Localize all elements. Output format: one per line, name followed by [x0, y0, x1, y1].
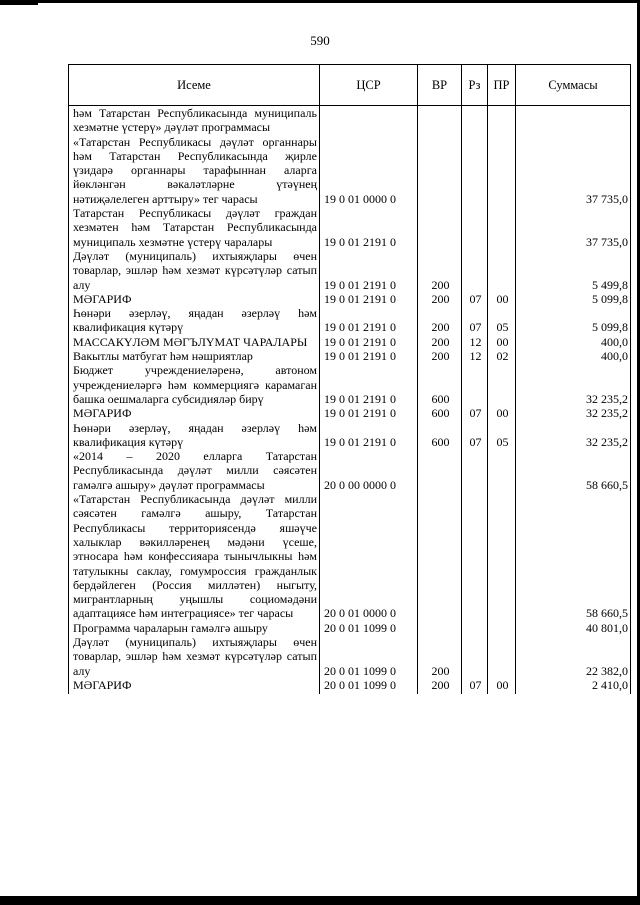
page-number: 590 [310, 33, 330, 48]
cell-pr [488, 106, 516, 135]
table-row [69, 492, 631, 621]
cell-sum: 5 099,8 [516, 292, 631, 306]
cell-name: Бюджет учреждениеләренә, автоном учреждениеләргә һәм коммерциягә карамаган башка оешмаларга субсидияләр бирү [69, 363, 320, 406]
cell-pr [488, 492, 516, 621]
cell-sum: 32 235,2 [516, 363, 631, 406]
table-row [69, 206, 631, 249]
scan-border-bottom [0, 896, 640, 905]
table-row [69, 449, 631, 492]
cell-pr [488, 621, 516, 635]
cell-pr [488, 249, 516, 292]
table-row [69, 349, 631, 363]
cell-pr: 05 [488, 306, 516, 335]
cell-csr: 19 0 01 2191 0 [320, 406, 418, 420]
cell-csr: 19 0 01 2191 0 [320, 292, 418, 306]
cell-pr [488, 449, 516, 492]
cell-rz: 07 [462, 421, 488, 450]
cell-rz [462, 106, 488, 135]
cell-vr: 200 [418, 249, 462, 292]
cell-rz: 12 [462, 335, 488, 349]
cell-name: МӘГАРИФ [69, 292, 320, 306]
cell-vr [418, 449, 462, 492]
scan-border-top [0, 0, 640, 3]
cell-csr [320, 106, 418, 135]
cell-rz [462, 249, 488, 292]
cell-sum: 32 235,2 [516, 421, 631, 450]
cell-vr: 200 [418, 335, 462, 349]
cell-vr [418, 492, 462, 621]
cell-csr: 19 0 01 2191 0 [320, 363, 418, 406]
table-row [69, 678, 631, 692]
cell-sum: 400,0 [516, 335, 631, 349]
cell-sum: 58 660,5 [516, 492, 631, 621]
table-row [69, 621, 631, 635]
cell-rz [462, 206, 488, 249]
cell-csr: 20 0 01 1099 0 [320, 621, 418, 635]
cell-sum: 37 735,0 [516, 135, 631, 206]
cell-rz [462, 635, 488, 678]
cell-rz [462, 363, 488, 406]
cell-csr: 19 0 01 2191 0 [320, 249, 418, 292]
table-row [69, 335, 631, 349]
cell-pr: 00 [488, 335, 516, 349]
col-header-vr: ВР [418, 65, 462, 106]
cell-rz: 07 [462, 678, 488, 692]
cell-name: Вакытлы матбугат һәм нәшриятлар [69, 349, 320, 363]
cell-csr: 19 0 01 2191 0 [320, 206, 418, 249]
cell-name: МӘГАРИФ [69, 678, 320, 692]
cell-pr: 00 [488, 292, 516, 306]
table-row [69, 406, 631, 420]
cell-sum: 32 235,2 [516, 406, 631, 420]
cell-sum: 5 099,8 [516, 306, 631, 335]
cell-rz: 07 [462, 306, 488, 335]
cell-vr: 200 [418, 306, 462, 335]
cell-rz [462, 492, 488, 621]
col-header-sum: Суммасы [516, 65, 631, 106]
cell-sum [516, 106, 631, 135]
cell-pr [488, 135, 516, 206]
cell-csr: 19 0 01 2191 0 [320, 306, 418, 335]
cell-rz [462, 135, 488, 206]
cell-vr: 200 [418, 678, 462, 692]
cell-rz: 12 [462, 349, 488, 363]
table-header-row [69, 65, 631, 106]
cell-csr: 20 0 00 0000 0 [320, 449, 418, 492]
cell-csr: 20 0 01 1099 0 [320, 635, 418, 678]
cell-sum: 40 801,0 [516, 621, 631, 635]
col-header-pr: ПР [488, 65, 516, 106]
col-header-rz: Рз [462, 65, 488, 106]
cell-pr [488, 635, 516, 678]
cell-sum: 5 499,8 [516, 249, 631, 292]
cell-csr: 20 0 01 1099 0 [320, 678, 418, 692]
table-row [69, 106, 631, 135]
cell-vr [418, 621, 462, 635]
cell-name: МӘГАРИФ [69, 406, 320, 420]
cell-vr [418, 106, 462, 135]
cell-name: Һөнәри әзерләү, яңадан әзерләү һәм квалификация күтәрү [69, 421, 320, 450]
cell-sum: 400,0 [516, 349, 631, 363]
table-row [69, 635, 631, 678]
cell-vr: 600 [418, 421, 462, 450]
cell-pr: 00 [488, 406, 516, 420]
cell-pr: 02 [488, 349, 516, 363]
table-row [69, 306, 631, 335]
table-bottom-spacer [69, 692, 631, 694]
cell-name: Татарстан Республикасы дәүләт граждан хезмәтен һәм Татарстан Республикасында муниципаль хезмәтне үстерү чаралары [69, 206, 320, 249]
cell-name: МАССАКҮЛӘМ МӘГЪЛҮМАТ ЧАРАЛАРЫ [69, 335, 320, 349]
col-header-csr: ЦСР [320, 65, 418, 106]
cell-csr: 19 0 01 2191 0 [320, 349, 418, 363]
cell-pr: 05 [488, 421, 516, 450]
budget-table [68, 64, 631, 694]
cell-name: Һөнәри әзерләү, яңадан әзерләү һәм квалификация күтәрү [69, 306, 320, 335]
table-row [69, 421, 631, 450]
cell-sum: 37 735,0 [516, 206, 631, 249]
cell-csr: 19 0 01 2191 0 [320, 335, 418, 349]
cell-sum: 58 660,5 [516, 449, 631, 492]
cell-sum: 22 382,0 [516, 635, 631, 678]
cell-name: «2014 – 2020 елларга Татарстан Республикасында дәүләт милли сәясәтен гамәлгә ашыру» дәүләт программасы [69, 449, 320, 492]
cell-name: Дәүләт (муниципаль) ихтыяҗлары өчен товарлар, эшләр һәм хезмәт күрсәтүләр сатып алу [69, 635, 320, 678]
cell-name: Дәүләт (муниципаль) ихтыяҗлары өчен товарлар, эшләр һәм хезмәт күрсәтүләр сатып алу [69, 249, 320, 292]
cell-sum: 2 410,0 [516, 678, 631, 692]
cell-pr [488, 363, 516, 406]
cell-csr: 19 0 01 0000 0 [320, 135, 418, 206]
cell-vr [418, 135, 462, 206]
cell-vr: 200 [418, 349, 462, 363]
col-header-name: Исеме [69, 65, 320, 106]
table-row [69, 135, 631, 206]
cell-name: «Татарстан Республикасы дәүләт органнары һәм Татарстан Республикасында җирле үзидарә органнары тарафыннан аларга йөкләнгән вәкаләтләрне үтәүнең нәтиҗәлелеген арттыру» тег чарасы [69, 135, 320, 206]
cell-rz: 07 [462, 406, 488, 420]
table-row [69, 292, 631, 306]
cell-csr: 20 0 01 0000 0 [320, 492, 418, 621]
scan-border-top-left [0, 0, 38, 5]
table-body [69, 106, 631, 695]
cell-csr: 19 0 01 2191 0 [320, 421, 418, 450]
cell-vr: 200 [418, 292, 462, 306]
cell-vr: 600 [418, 363, 462, 406]
cell-rz [462, 449, 488, 492]
cell-rz: 07 [462, 292, 488, 306]
cell-pr: 00 [488, 678, 516, 692]
table-row [69, 249, 631, 292]
cell-name: Программа чараларын гамәлгә ашыру [69, 621, 320, 635]
cell-vr: 600 [418, 406, 462, 420]
cell-vr: 200 [418, 635, 462, 678]
cell-name: һәм Татарстан Республикасында муниципаль хезмәтне үстерү» дәүләт программасы [69, 106, 320, 135]
cell-rz [462, 621, 488, 635]
cell-pr [488, 206, 516, 249]
cell-name: «Татарстан Республикасында дәүләт милли сәясәтен гамәлгә ашыру, Татарстан Республикасы территориясендә яшәүче халыклар вәкилләренең мәдәни үсеше, этносара һәм конфессияара тынычлыкны һәм татулыкны саклау, гомумроссия гражданлык бердәйлеген (Россия милләтен) ныгыту, мигрантларның уңышлы социомәдәни адаптациясе һәм интеграциясе» тег чарасы [69, 492, 320, 621]
cell-vr [418, 206, 462, 249]
table-row [69, 363, 631, 406]
